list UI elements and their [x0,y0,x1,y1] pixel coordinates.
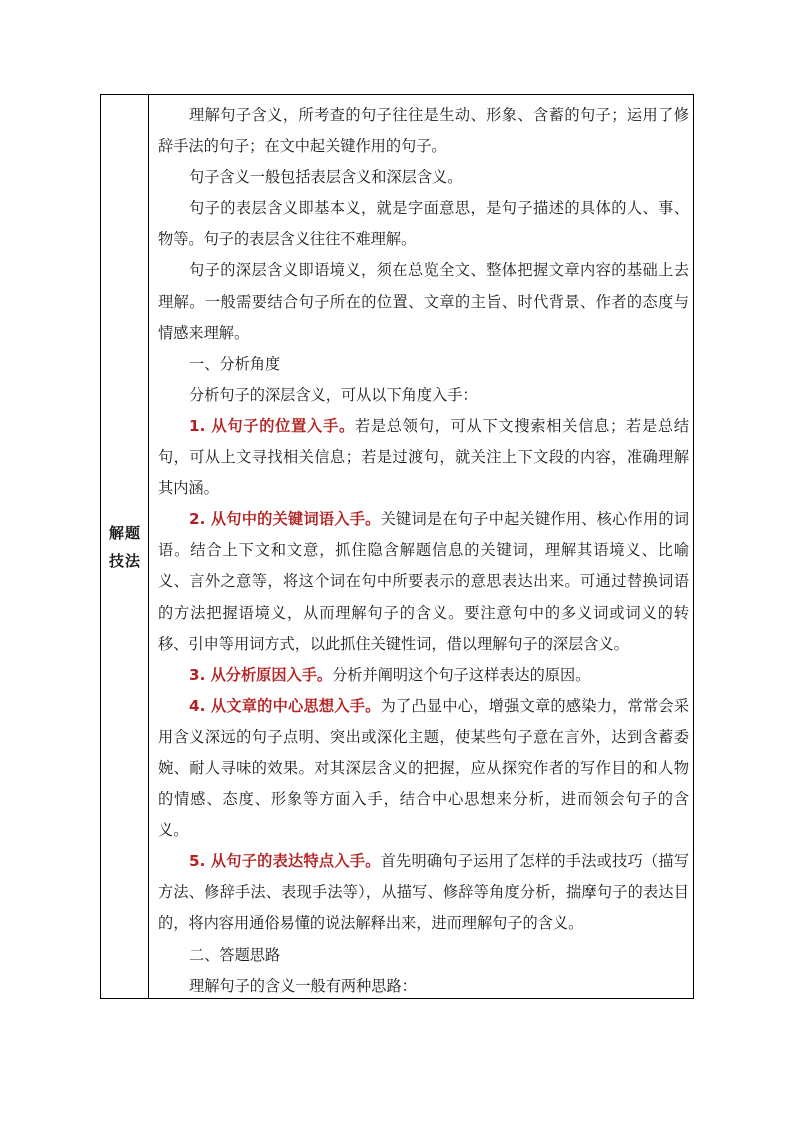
method-item-text: 为了凸显中心，增强文章的感染力，常常会采用含义深远的句子点明、突出或深化主题，使某些句子意在言外，达到含蓄委婉、耐人寻味的效果。对其深层含义的把握，应从探究作者的写作目的和人物的情感、态度、形象等方面入手，结合中心思想来分析，进而领会句子的含义。 [158,696,690,840]
paragraph-text: 句子的深层含义即语境义，须在总览全文、整体把握文章内容的基础上去理解。一般需要结合句子所在的位置、文章的主旨、时代背景、作者的态度与情感来理解。 [158,261,689,342]
method-item-lead: 1. 从句子的位置入手。 [189,416,355,435]
method-item-4 [158,691,689,846]
paragraph-surface-meaning [158,193,689,255]
content-cell [150,95,694,998]
method-item-lead: 5. 从句子的表达特点入手。 [189,852,381,871]
method-item-3 [158,660,689,691]
method-item-2 [158,504,689,659]
paragraph-text: 一、分析角度 [189,354,281,373]
paragraph-text: 理解句子的含义一般有两种思路： [189,976,417,995]
row-label-cell [101,95,149,998]
paragraph-text: 分析句子的深层含义，可从以下角度入手： [189,385,478,404]
paragraph-meaning-types [158,162,689,193]
method-item-lead: 3. 从分析原因入手。 [189,665,333,684]
paragraph-text: 二、答题思路 [189,945,281,964]
method-item-lead: 4. 从文章的中心思想入手。 [189,696,381,715]
paragraph-text: 句子含义一般包括表层含义和深层含义。 [189,168,463,187]
paragraph-text: 理解句子含义，所考查的句子往往是生动、形象、含蓄的句子；运用了修辞手法的句子；在文中起关键作用的句子。 [158,106,689,156]
row-label [101,519,149,575]
section-heading-analysis [158,349,689,380]
paragraph-answer-intro [158,971,689,1002]
method-item-text: 分析并阐明这个句子这样表达的原因。 [332,665,591,684]
paragraph-deep-meaning [158,255,689,348]
row-label-line-1: 解题 [108,524,141,542]
method-item-text: 关键词是在句子中起关键作用、核心作用的词语。结合上下文和文意，抓住隐含解题信息的关键词，理解其语境义、比喻义、言外之意等，将这个词在句中所要表示的意思表达出来。可通过替换词语的方法把握语境义，从而理解句子的含义。要注意句中的多义词或词义的转移、引申等用词方式，以此抓住关键性词，借以理解句子的深层含义。 [158,510,690,653]
row-label-line-2: 技法 [108,552,141,570]
section-heading-answer-approach [158,940,689,971]
paragraph-intro [158,100,689,162]
method-table [100,94,694,999]
paragraph-analysis-intro [158,380,689,411]
method-item-lead: 2. 从句中的关键词语入手。 [189,510,381,529]
paragraph-text: 句子的表层含义即基本义，就是字面意思，是句子描述的具体的人、事、物等。句子的表层含义往往不难理解。 [158,199,689,249]
method-item-1 [158,411,689,504]
method-item-text: 若是总领句，可从下文搜索相关信息；若是总结句，可从上文寻找相关信息；若是过渡句，就关注上下文段的内容，准确理解其内涵。 [158,416,690,498]
method-item-5 [158,846,689,939]
method-item-text: 首先明确句子运用了怎样的手法或技巧（描写方法、修辞手法、表现手法等），从描写、修辞等角度分析，揣摩句子的表达目的，将内容用通俗易懂的说法解释出来，进而理解句子的含义。 [158,852,690,933]
